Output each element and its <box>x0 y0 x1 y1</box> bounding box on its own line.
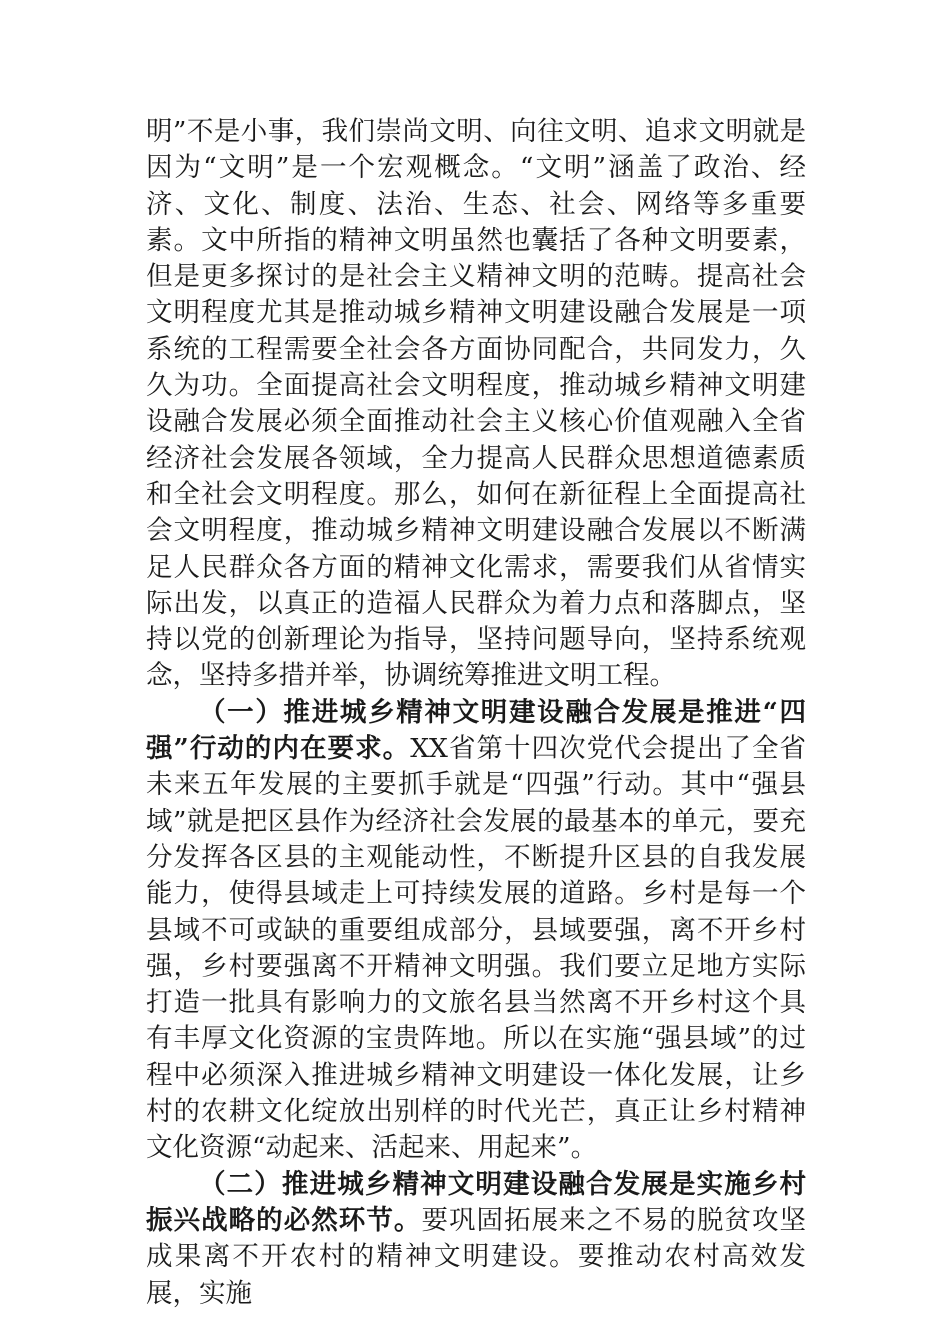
paragraph-section-2 <box>146 1167 806 1312</box>
paragraph-intro <box>146 114 806 695</box>
section-heading-2: （二）推进城乡精神文明建设融合发展是实施乡村振兴战略的必然环节。 <box>146 1168 806 1236</box>
section-heading-1: （一）推进城乡精神文明建设融合发展是推进“四强”行动的内在要求。 <box>146 696 806 765</box>
paragraph-text: 要巩固拓展来之不易的脱贫攻坚成果离不开农村的精神文明建设。要推动农村高效发展，实施 <box>146 1204 807 1309</box>
paragraph-section-1 <box>146 695 806 1167</box>
paragraph-text: XX省第十四次党代会提出了全省未来五年发展的主要抓手就是“四强”行动。其中“强县域”就是把区县作为经济社会发展的最基本的单元，要充分发挥各区县的主观能动性，不断提升区县的自我发展能力，使得县域走上可持续发展的道路。乡村是每一个县域不可或缺的重要组成部分，县域要强，离不开乡村强，乡村要强离不开精神文明强。我们要立足地方实际打造一批具有影响力的文旅名县当然离不开乡村这个具有丰厚文化资源的宝贵阵地。所以在实施“强县域”的过程中必须深入推进城乡精神文明建设一体化发展，让乡村的农耕文化绽放出别样的时代光芒，真正让乡村精神文化资源“动起来、活起来、用起来”。 <box>146 733 806 1164</box>
paragraph-text: 明”不是小事，我们崇尚文明、向往文明、追求文明就是因为“文明”是一个宏观概念。“文明”涵盖了政治、经济、文化、制度、法治、生态、社会、网络等多重要素。文中所指的精神文明虽然也囊括了各种文明要素，但是更多探讨的是社会主义精神文明的范畴。提高社会文明程度尤其是推动城乡精神文明建设融合发展是一项系统的工程需要全社会各方面协同配合，共同发力，久久为功。全面提高社会文明程度，推动城乡精神文明建设融合发展必须全面推动社会主义核心价值观融入全省经济社会发展各领域，全力提高人民群众思想道德素质和全社会文明程度。那么，如何在新征程上全面提高社会文明程度，推动城乡精神文明建设融合发展以不断满足人民群众各方面的精神文化需求，需要我们从省情实际出发，以真正的造福人民群众为着力点和落脚点，坚持以党的创新理论为指导，坚持问题导向，坚持系统观念，坚持多措并举，协调统筹推进文明工程。 <box>146 116 806 692</box>
document-body <box>146 114 806 1312</box>
